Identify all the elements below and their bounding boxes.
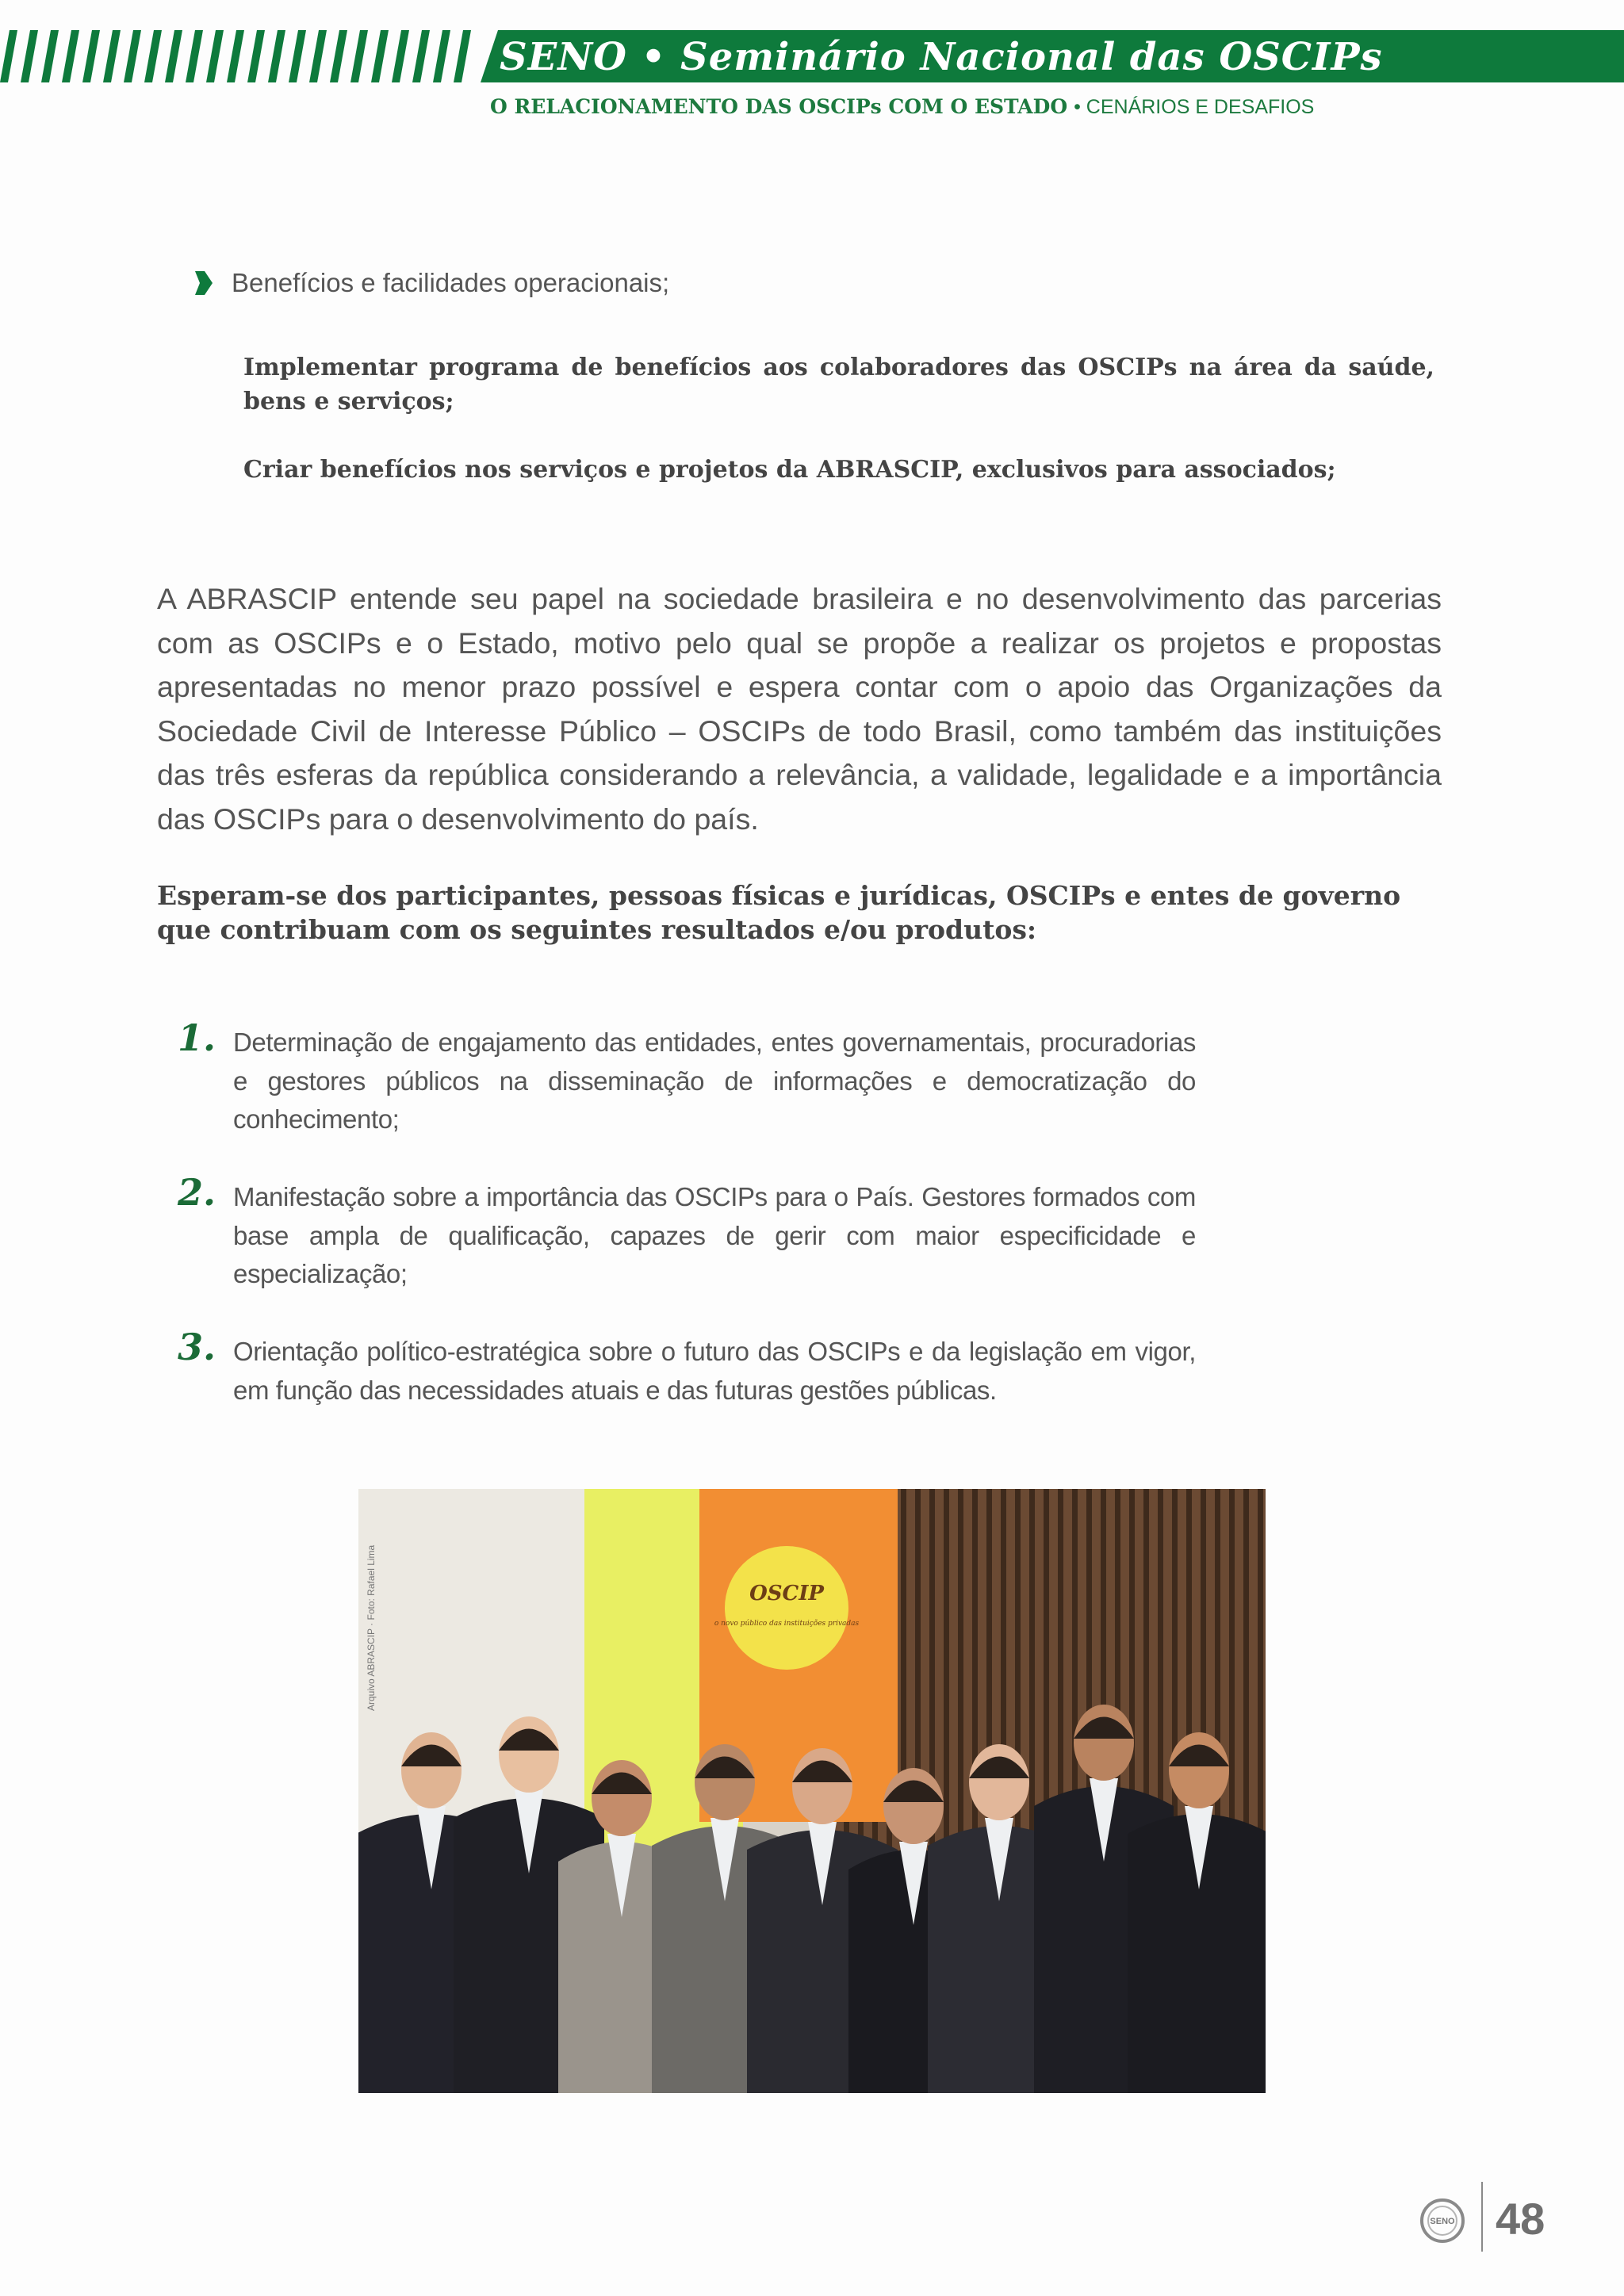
item-text: Manifestação sobre a importância das OSCIPs para o País. Gestores formados com base ampla de qualificação, capazes de gerir com maior especificidade e especialização; [233, 1182, 1196, 1288]
item-number: 1. [178, 1016, 216, 1059]
group-photo [358, 1489, 1266, 2093]
numbered-item-3 [178, 1326, 1197, 1410]
sub-item-1: Implementar programa de benefícios aos colaboradores das OSCIPs na área da saúde, bens e serviços; [243, 354, 1434, 415]
header-stripe [309, 30, 327, 82]
person-head [883, 1768, 944, 1844]
item-number: 3. [178, 1326, 216, 1368]
header-stripe [62, 30, 79, 82]
header-bar [0, 30, 1624, 82]
header-stripe [268, 30, 285, 82]
footer-divider [1481, 2182, 1483, 2252]
header-stripe [165, 30, 182, 82]
header-subtitle [490, 95, 1314, 119]
header-stripe [350, 30, 368, 82]
banner-subtext: o novo público das instituições privadas [714, 1620, 860, 1628]
person-head [401, 1732, 462, 1808]
sub-item-2: Criar benefícios nos serviços e projetos da ABRASCIP, exclusivos para associados; [243, 456, 1336, 484]
logo-text: SENO [1430, 2217, 1455, 2226]
bullet-text: Benefícios e facilidades operacionais; [232, 268, 670, 297]
header-stripe [124, 30, 141, 82]
header-stripe [392, 30, 409, 82]
header-stripe [433, 30, 450, 82]
person-head [1169, 1732, 1229, 1808]
header-stripe [82, 30, 100, 82]
item-number: 2. [178, 1171, 216, 1214]
person-head [695, 1744, 755, 1820]
person-head [792, 1748, 852, 1824]
numbered-item-2 [178, 1171, 1197, 1294]
header-stripe [0, 30, 17, 82]
bullet-item [193, 268, 669, 298]
header-stripe [289, 30, 306, 82]
arrow-bullet-icon [193, 270, 214, 297]
person-head [592, 1760, 652, 1836]
header-stripe [21, 30, 38, 82]
item-text: Orientação político-estratégica sobre o futuro das OSCIPs e da legislação em vigor, em função das necessidades atuais e das futuras gestões públicas. [233, 1337, 1196, 1405]
item-text: Determinação de engajamento das entidades, entes governamentais, procuradorias e gestores públicos na disseminação de informações e democratização do conhecimento; [233, 1027, 1196, 1134]
header-title: SENO • Seminário Nacional das OSCIPs [500, 35, 1383, 79]
person-head [969, 1744, 1029, 1820]
header-stripe [454, 30, 471, 82]
header-stripe [247, 30, 265, 82]
header-stripes [0, 30, 484, 82]
person-head [1074, 1705, 1134, 1781]
person-head [499, 1716, 559, 1793]
header-stripe [206, 30, 224, 82]
page-number: 48 [1496, 2194, 1545, 2244]
seno-logo-icon [1419, 2198, 1465, 2244]
photo-credit: Arquivo ABRASCIP · Foto: Rafael Lima [366, 1544, 377, 1711]
header-stripe [412, 30, 430, 82]
main-paragraph: A ABRASCIP entende seu papel na sociedade brasileira e no desenvolvimento das parcerias com as OSCIPs e o Estado, motivo pelo qual se propõe a realizar os projetos e propostas apresentadas no menor prazo possível e espera contar com o apoio das Organizações da Sociedade Civil de Interesse Público – OSCIPs de todo Brasil, como também das instituições das três esferas da república considerando a relevância, a validade, legalidade e a importância das OSCIPs para o desenvolvimento do país. [157, 582, 1442, 836]
header-stripe [330, 30, 347, 82]
header-stripe [103, 30, 121, 82]
header-stripe [227, 30, 244, 82]
banner-text: OSCIP [749, 1582, 824, 1605]
group-photo-illustration [358, 1489, 1266, 2093]
numbered-item-1 [178, 1016, 1197, 1139]
header-stripe [41, 30, 59, 82]
header-subtitle-bold: O RELACIONAMENTO DAS OSCIPs COM O ESTADO [490, 95, 1068, 118]
header-stripe [144, 30, 162, 82]
header-stripe [371, 30, 389, 82]
header-subtitle-light: • CENÁRIOS E DESAFIOS [1074, 96, 1315, 118]
results-intro: Esperam-se dos participantes, pessoas físicas e jurídicas, OSCIPs e entes de governo que contribuam com os seguintes resultados e/ou produtos: [157, 880, 1401, 945]
header-stripe [186, 30, 203, 82]
